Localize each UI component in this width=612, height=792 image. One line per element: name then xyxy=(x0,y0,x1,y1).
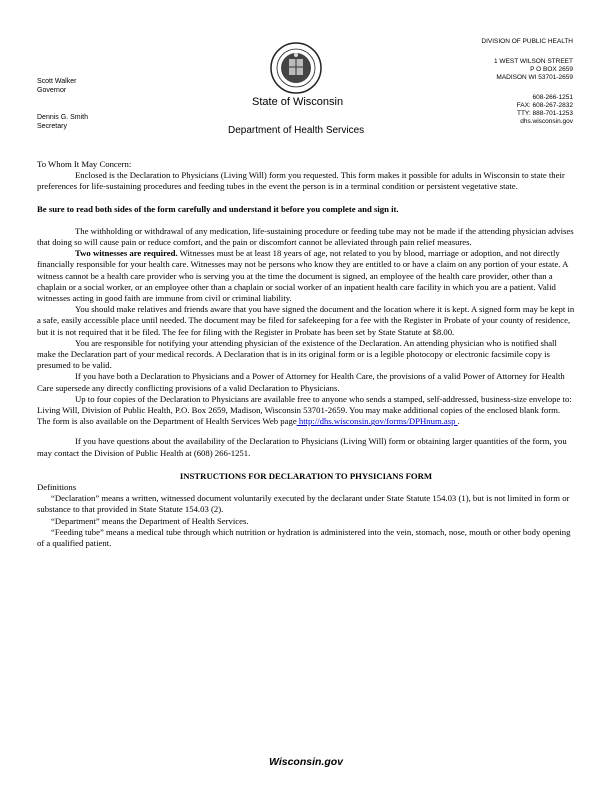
copies-text: Up to four copies of the Declaration to Physicians are available free to anyone who sends a stamped, self-addressed, business-size envelope to: Living Will, Division of Public Health, P.O. Box 2659, Madison, Wisconsin 53701-2659. You may make additional copies of the enclosed blank form. The form is also available on the Department of Health Services Web page xyxy=(37,393,572,427)
fax-line: FAX: 608-267-2832 xyxy=(516,102,573,109)
witness-paragraph xyxy=(37,248,575,304)
address-line: 1 WEST WILSON STREET xyxy=(494,58,573,65)
withholding-paragraph: The withholding or withdrawal of any medication, life-sustaining procedure or feeding tube may not be made if the attending physician advises that doing so will cause pain or reduce comfort, and the pain or discomfort cannot be alleviated through pain relief measures. xyxy=(37,225,574,248)
instructions-heading: INSTRUCTIONS FOR DECLARATION TO PHYSICIANS FORM xyxy=(179,470,433,481)
phone-line: 608-266-1251 xyxy=(532,94,573,101)
responsible-paragraph: You are responsible for notifying your attending physician of the existence of the Declaration. An attending physician who is notified shall make the Declaration part of your medical records. A Declaration that is in its original form or is a legible photocopy or electronic facsimile copy is presumed to be valid. xyxy=(37,337,557,371)
state-title: State of Wisconsin xyxy=(252,96,344,108)
definition-declaration: “Declaration” means a written, witnessed document voluntarily executed by the declarant under State Statute 154.03 (1), but is not limited in form or substance to that provided in State Statute 154.03 (2). xyxy=(37,493,570,515)
definitions-label: Definitions xyxy=(37,482,77,493)
definition-department: “Department” means the Department of Health Services. xyxy=(51,515,249,526)
definition-feeding-tube: “Feeding tube” means a medical tube through which nutrition or hydration is administered into the vein, stomach, nose, mouth or other body opening of a qualified patient. xyxy=(37,526,571,549)
address-line: MADISON WI 53701-2659 xyxy=(496,74,573,81)
department-title: Department of Health Services xyxy=(228,125,365,136)
officials-block xyxy=(37,77,88,131)
letter-body xyxy=(37,159,575,549)
relatives-paragraph: You should make relatives and friends aware that you have signed the document and the location where it is kept. A signed form may be kept in a safe, easily accessible place until needed. The document may be filed for safekeeping for a fee with the Register in Probate of your county of residence, but it is not required that it be filed. The fee for filing with the Register in Probate has been set by State Statute at $8.00. xyxy=(37,304,575,337)
wisconsin-state-seal xyxy=(270,42,322,94)
governor-title: Governor xyxy=(37,87,67,94)
witness-text: Witnesses must be at least 18 years of age, not related to you by blood, marriage or adoption, and not directly financially responsible for your health care. Witnesses may not be persons who know they are entitled to or have a claim on any portion of your estate. A witness cannot be a health care provider who is serving you at the time the document is signed, an employee of the health care provider, other than a chaplain or a social worker, or an employee other than a chaplain or social worker of an inpatient health care facility in which you are a patient. Valid witnesses acting in good faith are immune from civil or criminal liability. xyxy=(37,248,568,304)
copies-end: . xyxy=(457,416,460,427)
questions-paragraph: If you have questions about the availability of the Declaration to Physicians (Living Will) form or obtaining larger quantities of the form, you may contact the Division of Public Health at (608) 266-1251. xyxy=(37,436,567,458)
copies-paragraph xyxy=(37,394,575,428)
footer-site: Wisconsin.gov xyxy=(269,756,343,768)
intro-paragraph: Enclosed is the Declaration to Physicians (Living Will) form you requested. This form makes it possible for adults in Wisconsin to state their preferences for life-sustaining procedures and feeding tubes in the event the person is in a terminal condition or persistent vegetative state. xyxy=(37,170,565,192)
secretary-name: Dennis G. Smith xyxy=(37,114,88,121)
governor-name: Scott Walker xyxy=(37,78,77,85)
tty-line: TTY: 888-701-1253 xyxy=(516,110,573,117)
address-line: P O BOX 2659 xyxy=(530,66,573,73)
secretary-title: Secretary xyxy=(37,123,67,130)
division-name: DIVISION OF PUBLIC HEALTH xyxy=(481,38,573,45)
website-line: dhs.wisconsin.gov xyxy=(520,118,573,125)
division-contact-block xyxy=(403,38,573,126)
salutation: To Whom It May Concern: xyxy=(37,159,132,169)
poa-paragraph: If you have both a Declaration to Physicians and a Power of Attorney for Health Care, the provisions of a valid Power of Attorney for Health Care supersede any directly conflicting provisions of a valid Declaration to Physicians. xyxy=(37,371,565,393)
forms-link[interactable]: http://dhs.wisconsin.gov/forms/DPHnum.asp xyxy=(296,416,458,427)
warning-text: Be sure to read both sides of the form carefully and understand it before you complete and sign it. xyxy=(37,203,399,214)
witness-lead: Two witnesses are required. xyxy=(75,248,178,259)
